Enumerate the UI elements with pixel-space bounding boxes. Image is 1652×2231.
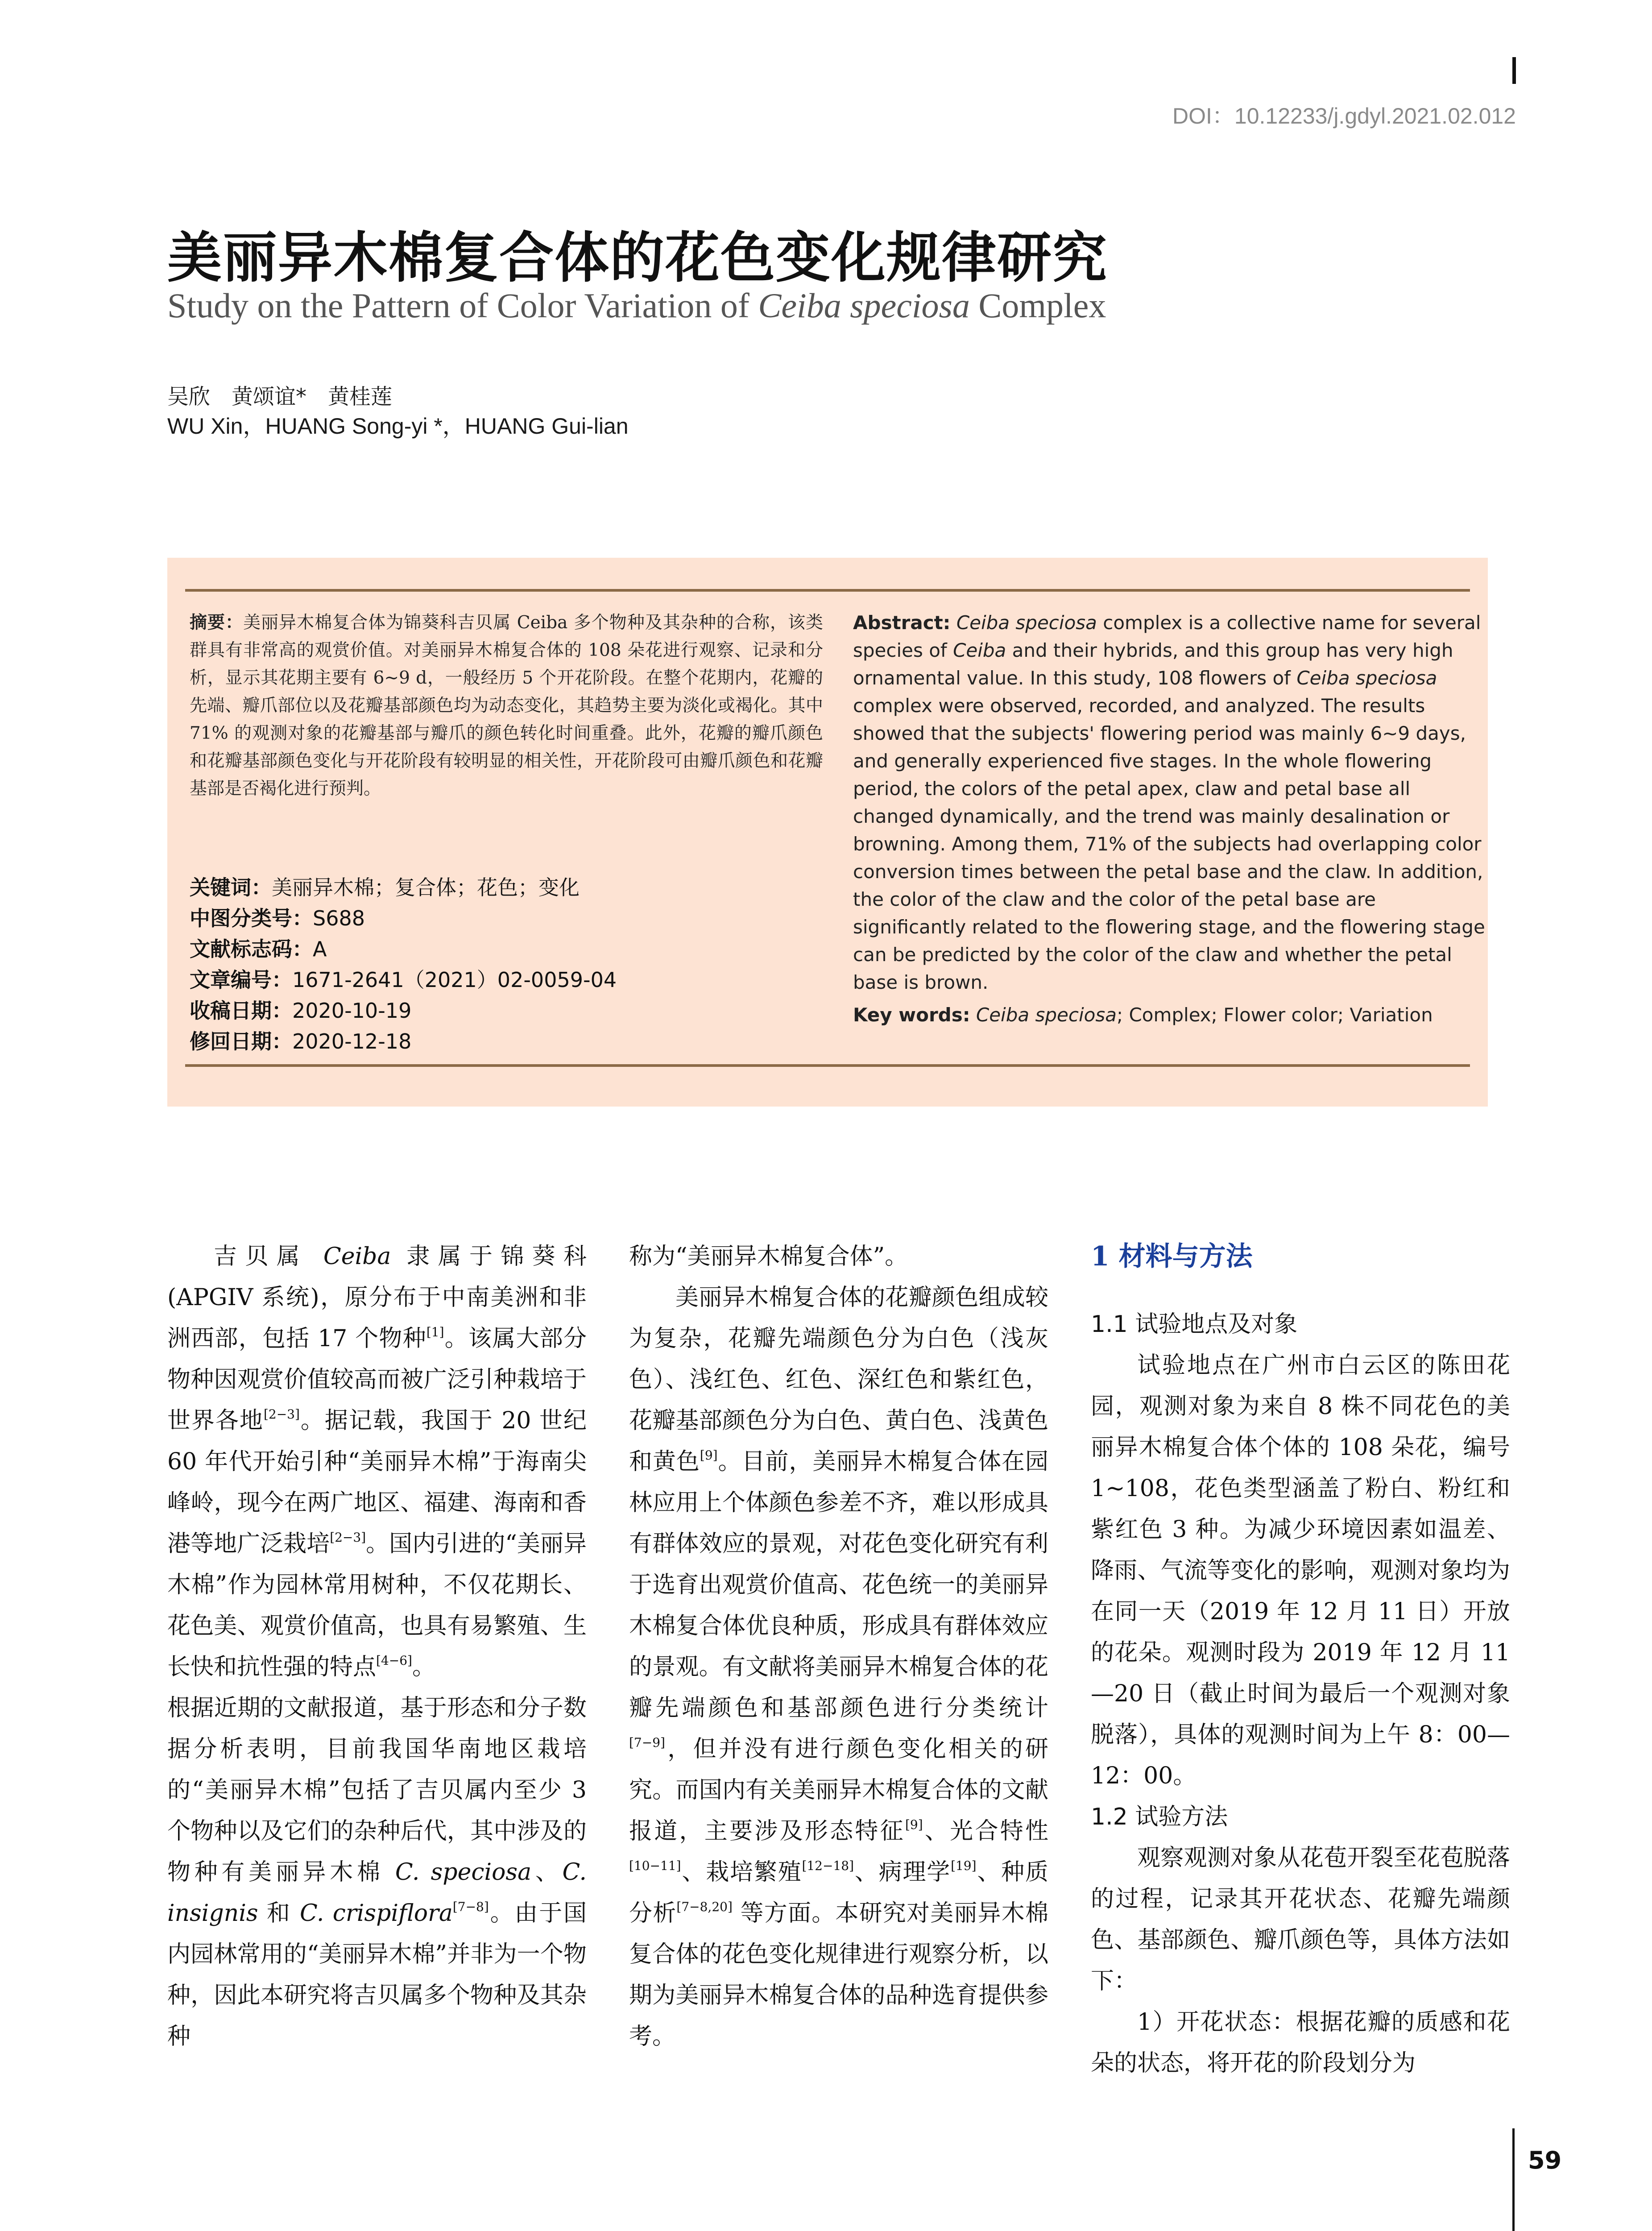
keywords-cn: 关键词：美丽异木棉；复合体；花色；变化 xyxy=(190,875,580,900)
paragraph: 称为“美丽异木棉复合体”。 xyxy=(629,1243,908,1270)
footer-rule xyxy=(1512,2128,1515,2231)
revised-date: 修回日期：2020-12-18 xyxy=(190,1029,412,1053)
abstract-english: Abstract: Ceiba speciosa complex is a collective name for several species of Ceiba and their hybrids, and this group has very high ornamental value. In this study, 108 flowers of Ceiba speciosa complex were observed, recorded, and analyzed. The results showed that the subjects' flowering period was mainly 6~9 days, and generally experienced five stages. In the whole flowering period, the colors of the petal apex, claw and petal base all changed dynamically, and the trend was mainly desalination or browning. Among them, 71% of the subjects had overlapping color conversion times between the petal base and the claw. In addition, the color of the claw and the color of the petal base are significantly related to the flowering stage, and the flowering stage can be predicted by the color of the claw and whether the petal base is brown. xyxy=(853,612,1485,993)
abstract-cn-text: 美丽异木棉复合体为锦葵科吉贝属 Ceiba 多个物种及其杂种的合称，该类群具有非常高的观赏价值。对美丽异木棉复合体的 108 朵花进行观察、记录和分析，显示其花期主要有 6~9 d，一般经历 5 个开花阶段。在整个花期内，花瓣的先端、瓣爪部位以及花瓣基部颜色均为动态变化，其趋势主要为淡化或褐化。其中 71% 的观测对象的花瓣基部与瓣爪的颜色转化时间重叠。此外，花瓣的瓣爪颜色和花瓣基部颜色变化与开花阶段有较明显的相关性，开花阶段可由瓣爪颜色和花瓣基部是否褐化进行预判。 xyxy=(190,613,823,799)
title-species: Ceiba speciosa xyxy=(758,286,970,325)
page-number: 59 xyxy=(1528,2146,1562,2174)
section-heading: 1 材料与方法 xyxy=(1091,1241,1253,1272)
doi: DOI：10.12233/j.gdyl.2021.02.012 xyxy=(1172,104,1516,129)
subsection-heading-1-2: 1.2 试验方法 xyxy=(1091,1804,1228,1830)
received-date: 收稿日期：2020-10-19 xyxy=(190,999,412,1023)
subsection-heading-1-1: 1.1 试验地点及对象 xyxy=(1091,1311,1298,1338)
abstract-bottom-rule xyxy=(185,1064,1470,1067)
paragraph: 美丽异木棉复合体的花瓣颜色组成较为复杂，花瓣先端颜色分为白色（浅灰色）、浅红色、红色、深红色和紫红色，花瓣基部颜色分为白色、黄白色、浅黄色和黄色[9]。目前，美丽异木棉复合体在园林应用上个体颜色参差不齐，难以形成具有群体效应的景观，对花色变化研究有利于选育出观赏价值高、花色统一的美丽异木棉复合体优良种质，形成具有群体效应的景观。有文献将美丽异木棉复合体的花瓣先端颜色和基部颜色进行分类统计[7−9]，但并没有进行颜色变化相关的研究。而国内有关美丽异木棉复合体的文献报道，主要涉及形态特征[9]、光合特性[10−11]、栽培繁殖[12−18]、病理学[19]、种质分析[7−8,20] 等方面。本研究对美丽异木棉复合体的花色变化规律进行观察分析，以期为美丽异木棉复合体的品种选育提供参考。 xyxy=(629,1284,1048,2050)
article-number: 文章编号：1671-2641（2021）02-0059-04 xyxy=(190,968,617,992)
body-column-2 xyxy=(629,1236,1048,2057)
title-chinese: 美丽异木棉复合体的花色变化规律研究 xyxy=(167,226,1108,290)
abstract-chinese xyxy=(190,609,823,803)
body-column-3 xyxy=(1091,1236,1510,2084)
header-rule xyxy=(1512,57,1516,84)
authors-chinese: 吴欣 黄颂谊* 黄桂莲 xyxy=(167,384,393,409)
keywords-english: Key words: Ceiba speciosa; Complex; Flower color; Variation xyxy=(853,1004,1433,1026)
paragraph: 1）开花状态：根据花瓣的质感和花朵的状态，将开花的阶段划分为 xyxy=(1091,2009,1510,2077)
body-column-1 xyxy=(167,1236,587,2057)
authors-english: WU Xin，HUANG Song-yi *，HUANG Gui-lian xyxy=(167,414,629,439)
abstract-cn-label: 摘要： xyxy=(190,613,244,633)
paragraph: 吉贝属 Ceiba 隶属于锦葵科 (APGIV 系统)，原分布于中南美洲和非洲西部，包括 17 个物种[1]。该属大部分物种因观赏价值较高而被广泛引种栽培于世界各地[2−3]。据记载，我国于 20 世纪 60 年代开始引种“美丽异木棉”于海南尖峰岭，现今在两广地区、福建、海南和香港等地广泛栽培[2−3]。国内引进的“美丽异木棉”作为园林常用树种，不仅花期长、花色美、观赏价值高，也具有易繁殖、生长快和抗性强的特点[4−6]。 xyxy=(167,1243,587,1680)
article-metadata xyxy=(190,872,617,1057)
paragraph: 根据近期的文献报道，基于形态和分子数据分析表明，目前我国华南地区栽培的“美丽异木棉”包括了吉贝属内至少 3 个物种以及它们的杂种后代，其中涉及的物种有美丽异木棉 C. speciosa、C. insignis 和 C. crispiflora[7−8]。由于国内园林常用的“美丽异木棉”并非为一个物种，因此本研究将吉贝属多个物种及其杂种 xyxy=(167,1695,587,2050)
paragraph: 观察观测对象从花苞开裂至花苞脱落的过程，记录其开花状态、花瓣先端颜色、基部颜色、瓣爪颜色等，具体方法如下： xyxy=(1091,1845,1510,1995)
document-code: 文献标志码：A xyxy=(190,937,327,961)
abstract-en-label: Abstract: xyxy=(853,612,951,634)
clc-number: 中图分类号：S688 xyxy=(190,906,365,930)
abstract-top-rule xyxy=(185,589,1470,592)
title-english: Study on the Pattern of Color Variation of Ceiba speciosa Complex xyxy=(167,286,1106,325)
paragraph: 试验地点在广州市白云区的陈田花园，观测对象为来自 8 株不同花色的美丽异木棉复合体个体的 108 朵花，编号 1~108，花色类型涵盖了粉白、粉红和紫红色 3 种。为减少环境因素如温差、降雨、气流等变化的影响，观测对象均为在同一天（2019 年 12 月 11 日）开放的花朵。观测时段为 2019 年 12 月 11—20 日（截止时间为最后一个观测对象脱落），具体的观测时间为上午 8：00—12：00。 xyxy=(1091,1352,1510,1789)
